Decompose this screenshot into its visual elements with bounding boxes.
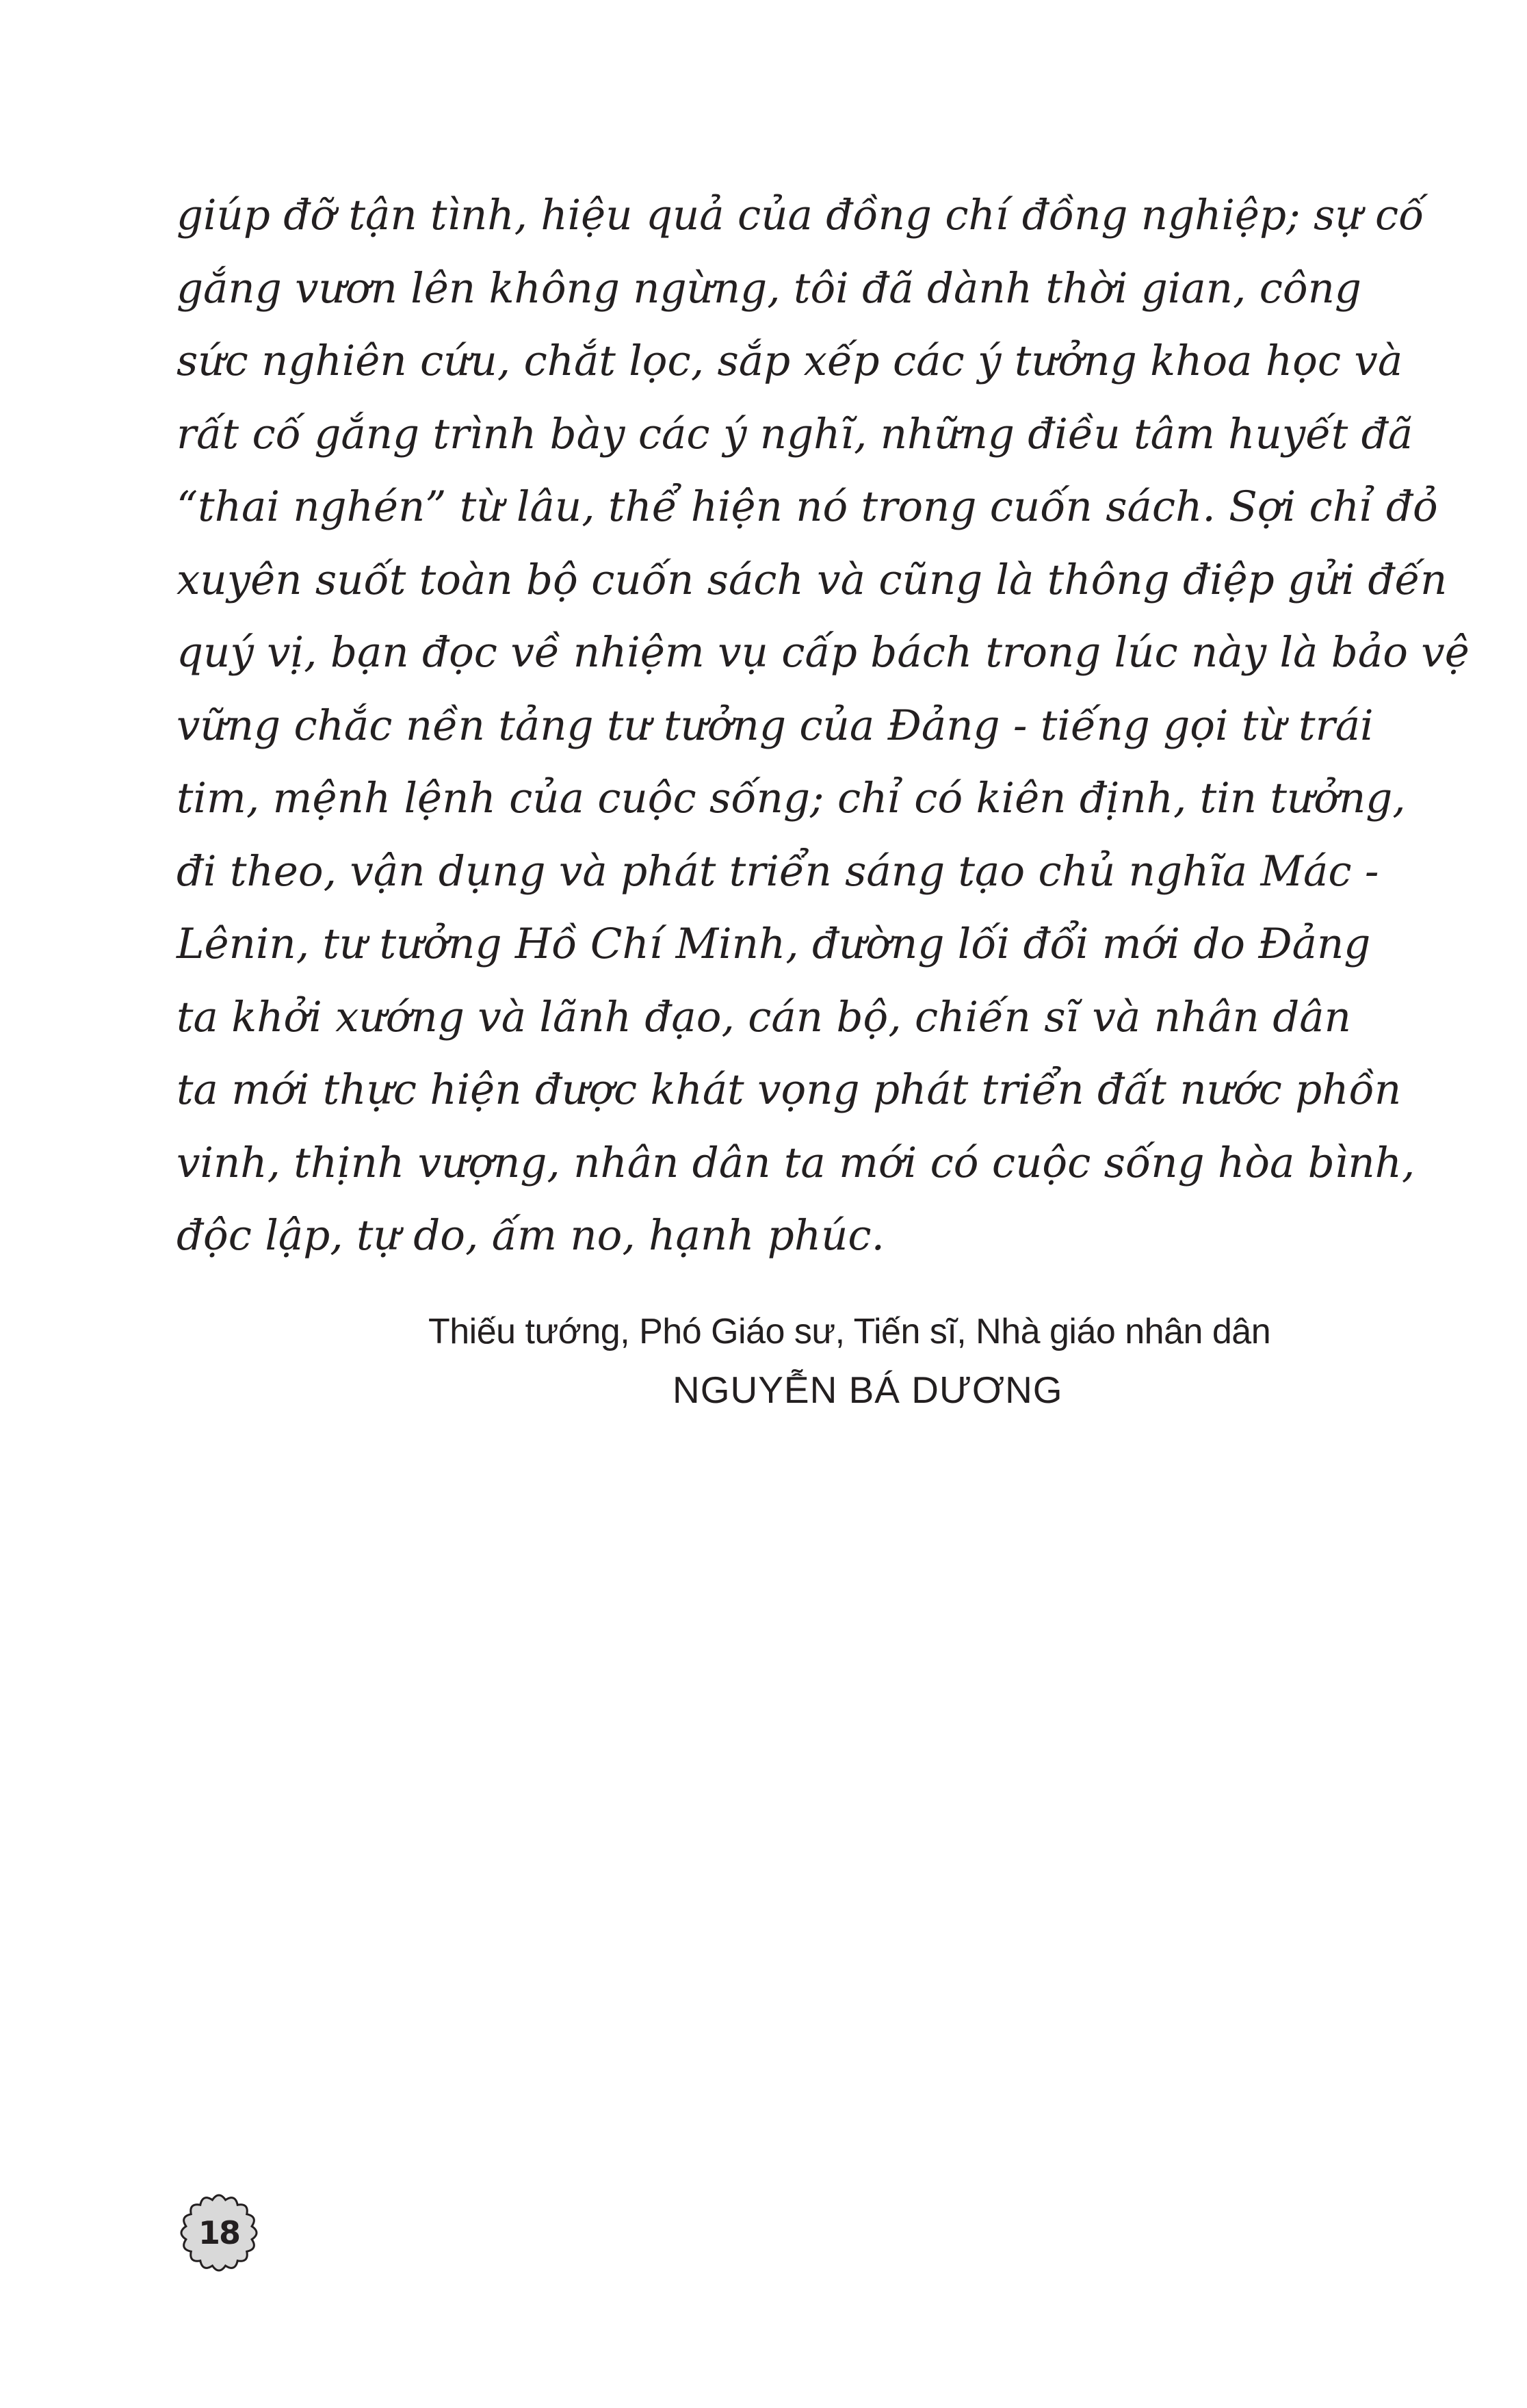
- body-paragraph: [177, 179, 1470, 1273]
- body-line: Lênin, tư tưởng Hồ Chí Minh, đường lối đổi mới do Đảng: [177, 920, 1371, 968]
- page-number-badge: [179, 2193, 259, 2273]
- body-line: tim, mệnh lệnh của cuộc sống; chỉ có kiên định, tin tưởng,: [177, 774, 1406, 823]
- body-line: quý vị, bạn đọc về nhiệm vụ cấp bách trong lúc này là bảo vệ: [177, 628, 1470, 677]
- body-line: “thai nghén” từ lâu, thể hiện nó trong cuốn sách. Sợi chỉ đỏ: [177, 482, 1438, 531]
- body-line: xuyên suốt toàn bộ cuốn sách và cũng là thông điệp gửi đến: [177, 555, 1448, 604]
- body-line: gắng vươn lên không ngừng, tôi đã dành thời gian, công: [177, 263, 1361, 313]
- body-line: ta khởi xướng và lãnh đạo, cán bộ, chiến sĩ và nhân dân: [177, 992, 1351, 1041]
- body-line: đi theo, vận dụng và phát triển sáng tạo chủ nghĩa Mác -: [177, 846, 1379, 896]
- body-line: rất cố gắng trình bày các ý nghĩ, những điều tâm huyết đã: [177, 409, 1413, 458]
- body-line: ta mới thực hiện được khát vọng phát triển đất nước phồn: [177, 1065, 1402, 1114]
- body-line: vững chắc nền tảng tư tưởng của Đảng - tiếng gọi từ trái: [177, 701, 1374, 750]
- body-line: độc lập, tự do, ấm no, hạnh phúc.: [177, 1211, 885, 1260]
- page-number: 18: [198, 2214, 239, 2251]
- body-line: vinh, thịnh vượng, nhân dân ta mới có cuộc sống hòa bình,: [177, 1138, 1415, 1187]
- signature-name: NGUYỄN BÁ DƯƠNG: [673, 1369, 1063, 1411]
- signature-title: Thiếu tướng, Phó Giáo sư, Tiến sĩ, Nhà giáo nhân dân: [428, 1312, 1271, 1351]
- body-line: sức nghiên cứu, chắt lọc, sắp xếp các ý tưởng khoa học và: [177, 337, 1403, 385]
- body-line: giúp đỡ tận tình, hiệu quả của đồng chí đồng nghiệp; sự cố: [177, 191, 1424, 239]
